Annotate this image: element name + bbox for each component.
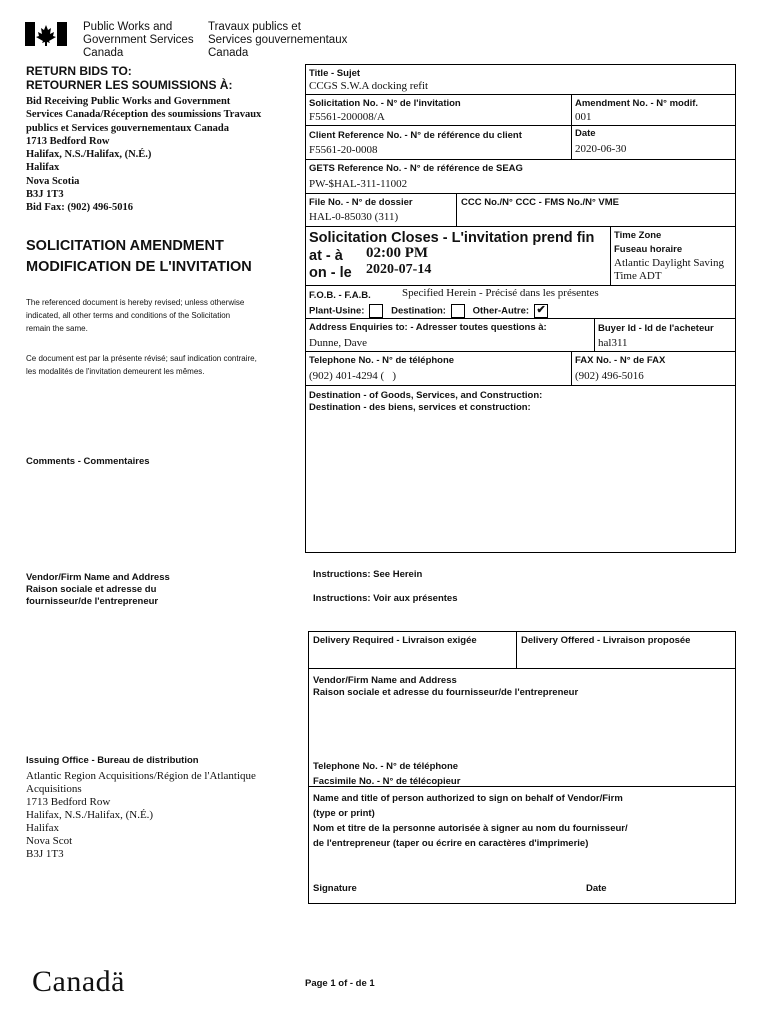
check-mark-icon: ✔: [536, 304, 546, 316]
note-line: The referenced document is hereby revised; unless otherwise: [26, 298, 245, 307]
closing-time-value: 02:00 PM: [366, 245, 429, 261]
authorized-person-label: [313, 791, 628, 851]
address-line: 1713 Bedford Row: [26, 135, 110, 147]
fob-options: [309, 304, 553, 318]
instructions-en: Instructions: See Herein: [313, 569, 423, 580]
address-line: Halifax: [26, 162, 60, 174]
vendor-name-label-en: Vendor/Firm Name and Address: [313, 675, 457, 686]
buyer-id-label: Buyer Id - Id de l'acheteur: [598, 323, 714, 334]
client-reference-value: F5561-20-0008: [309, 144, 378, 156]
destination-goods-label-en: Destination - of Goods, Services, and Construction:: [309, 390, 543, 401]
authorized-line: de l'entrepreneur (taper ou écrire en caractères d'imprimerie): [313, 838, 589, 849]
vendor-label-left: [26, 572, 170, 608]
file-no-value: HAL-0-85030 (311): [309, 211, 399, 223]
address-line: Bid Receiving Public Works and Government: [26, 96, 231, 107]
issuing-line: Halifax: [26, 822, 59, 834]
instructions-fr: Instructions: Voir aux présentes: [313, 593, 458, 604]
issuing-line: B3J 1T3: [26, 848, 64, 860]
ccc-no-label: CCC No./N° CCC - FMS No./N° VME: [461, 197, 620, 208]
department-line: Canada: [83, 47, 124, 59]
address-line: B3J 1T3: [26, 189, 64, 201]
solicitation-closes-label: Solicitation Closes - L'invitation prend fin: [309, 230, 595, 246]
note-line: Ce document est par la présente révisé; sauf indication contraire,: [26, 354, 257, 363]
client-reference-label: Client Reference No. - N° de référence du client: [309, 130, 522, 141]
department-line: Travaux publics et: [208, 21, 301, 33]
solicitation-no-label: Solicitation No. - N° de l'invitation: [309, 98, 461, 109]
fob-label: F.O.B. - F.A.B.: [309, 290, 371, 301]
issuing-line: Halifax, N.S./Halifax, (N.É.): [26, 809, 154, 821]
issuing-line: Nova Scot: [26, 835, 73, 847]
authorized-line: (type or print): [313, 808, 375, 819]
title-value: CCGS S.W.A docking refit: [309, 80, 429, 92]
issuing-line: Acquisitions: [26, 783, 82, 795]
telephone-label: Telephone No. - N° de téléphone: [309, 355, 455, 366]
address-line: Bid Fax: (902) 496-5016: [26, 202, 134, 214]
department-line: Public Works and: [83, 21, 173, 33]
signature-label: Signature: [313, 883, 357, 894]
plant-label: Plant-Usine:: [309, 305, 365, 317]
vendor-name-label-fr: Raison sociale et adresse du fournisseur/de l'entrepreneur: [313, 687, 579, 698]
issuing-office-label: Issuing Office - Bureau de distribution: [26, 755, 199, 766]
title-label: Title - Sujet: [309, 68, 361, 79]
vendor-label-line: fournisseur/de l'entrepreneur: [26, 596, 159, 607]
issuing-line: 1713 Bedford Row: [26, 796, 111, 808]
department-name-fr: [208, 21, 347, 60]
on-label: on - le: [309, 265, 352, 281]
note-line: indicated, all other terms and conditions of the Solicitation: [26, 311, 231, 320]
destination-checkbox[interactable]: [451, 304, 465, 318]
issuing-line: Atlantic Region Acquisitions/Région de l'Atlantique: [26, 770, 256, 782]
closing-date-value: 2020-07-14: [366, 262, 432, 277]
address-line: Services Canada/Réception des soumissions Travaux: [26, 109, 262, 121]
other-checkbox[interactable]: [534, 304, 548, 318]
amendment-title-fr: MODIFICATION DE L'INVITATION: [26, 259, 252, 275]
department-line: Government Services: [83, 34, 194, 46]
vendor-label-line: Raison sociale et adresse du: [26, 584, 157, 595]
amendment-note-en: [26, 296, 244, 335]
time-zone-label-en: Time Zone: [614, 230, 662, 241]
contact-numbers-label: [313, 759, 460, 789]
address-line: Halifax, N.S./Halifax, (N.É.): [26, 149, 152, 161]
amendment-title: [26, 236, 252, 278]
enquiries-label: Address Enquiries to: - Adresser toutes questions à:: [309, 322, 547, 333]
amendment-note-fr: [26, 352, 257, 378]
department-name-en: [83, 21, 194, 60]
fob-value: Specified Herein - Précisé dans les présentes: [402, 287, 599, 299]
delivery-offered-label: Delivery Offered - Livraison proposée: [521, 635, 691, 646]
delivery-required-label: Delivery Required - Livraison exigée: [313, 635, 477, 646]
note-line: remain the same.: [26, 324, 88, 333]
note-line: les modalités de l'invitation demeurent les mêmes.: [26, 367, 205, 376]
return-bids-address: [26, 95, 261, 215]
fax-label: FAX No. - N° de FAX: [575, 355, 666, 366]
page-number: Page 1 of - de 1: [305, 978, 375, 989]
destination-label: Destination:: [391, 305, 446, 317]
comments-label: Comments - Commentaires: [26, 456, 150, 467]
destination-goods-label: [309, 390, 542, 414]
time-zone-value-line: Atlantic Daylight Saving: [614, 257, 724, 269]
enquiries-value: Dunne, Dave: [309, 337, 368, 349]
address-line: Nova Scotia: [26, 175, 80, 187]
date-value: 2020-06-30: [575, 143, 627, 155]
solicitation-no-value: F5561-200008/A: [309, 111, 385, 123]
gets-reference-label: GETS Reference No. - N° de référence de SEAG: [309, 163, 523, 174]
date-label: Date: [575, 128, 596, 139]
amendment-no-value: 001: [575, 111, 592, 123]
file-no-label: File No. - N° de dossier: [309, 197, 413, 208]
time-zone-value: [614, 257, 724, 283]
telephone-value: (902) 401-4294 ( ): [309, 370, 397, 382]
buyer-id-value: hal311: [598, 337, 628, 349]
return-bids-title-fr: RETOURNER LES SOUMISSIONS À:: [26, 78, 233, 92]
vendor-label-line: Vendor/Firm Name and Address: [26, 572, 170, 583]
address-line: publics et Services gouvernementaux Canada: [26, 122, 229, 134]
signature-date-label: Date: [586, 883, 607, 894]
amendment-no-label: Amendment No. - N° modif.: [575, 98, 699, 109]
department-line: Canada: [208, 47, 249, 59]
return-bids-heading: [26, 64, 232, 92]
plant-checkbox[interactable]: [369, 304, 383, 318]
vendor-telephone-label: Telephone No. - N° de téléphone: [313, 761, 459, 772]
canada-wordmark: Canadä: [32, 965, 125, 998]
authorized-line: Name and title of person authorized to sign on behalf of Vendor/Firm: [313, 793, 623, 804]
vendor-name-label: [313, 675, 578, 699]
amendment-title-en: SOLICITATION AMENDMENT: [26, 238, 224, 254]
vendor-facsimile-label: Facsimile No. - N° de télécopieur: [313, 776, 461, 787]
time-zone-value-line: Time ADT: [614, 270, 662, 282]
fax-value: (902) 496-5016: [575, 370, 644, 382]
department-line: Services gouvernementaux: [208, 34, 348, 46]
at-label: at - à: [309, 248, 343, 264]
authorized-line: Nom et titre de la personne autorisée à signer au nom du fournisseur/: [313, 823, 628, 834]
destination-goods-label-fr: Destination - des biens, services et construction:: [309, 402, 531, 413]
other-label: Other-Autre:: [472, 305, 530, 317]
canada-flag-icon: [25, 22, 67, 46]
return-bids-title-en: RETURN BIDS TO:: [26, 64, 132, 78]
gets-reference-value: PW-$HAL-311-11002: [309, 178, 408, 190]
time-zone-label: [614, 229, 682, 257]
time-zone-label-fr: Fuseau horaire: [614, 244, 683, 255]
issuing-office-address: [26, 770, 256, 861]
